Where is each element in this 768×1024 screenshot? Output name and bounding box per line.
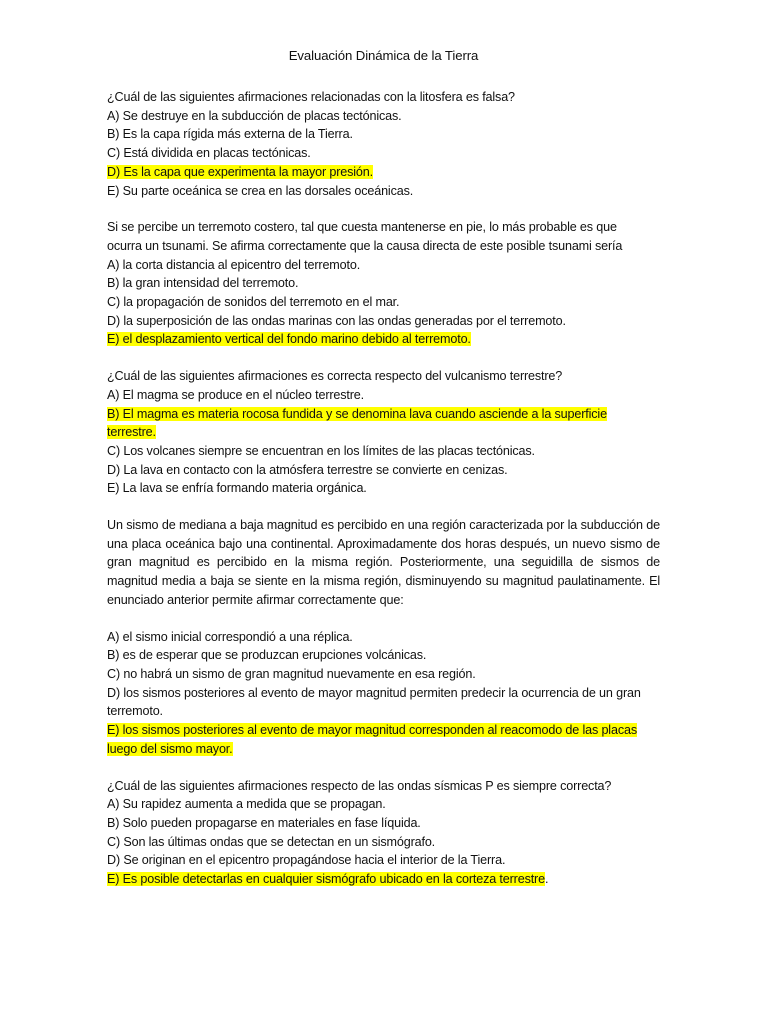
option-b: B) Es la capa rígida más externa de la Tierra. [107, 127, 353, 142]
question-stem-line-1: Si se percibe un terremoto costero, tal que cuesta mantenerse en pie, lo más probable es que [107, 220, 617, 235]
question-4 [107, 516, 660, 758]
option-a: A) el sismo inicial correspondió a una réplica. [107, 629, 353, 644]
question-stem: Un sismo de mediana a baja magnitud es percibido en una región caracterizada por la subducción de una placa oceánica bajo una continental. Aproximadamente dos horas después, un nuevo sismo de gran magnitud es percibido en la misma región. Posteriormente, una seguidilla de sismos de magnitud media a baja se siente en la misma región, disminuyendo su magnitud paulatinamente. El enunciado anterior permite afirmar correctamente que: [107, 518, 660, 607]
question-5 [107, 777, 660, 889]
question-3 [107, 367, 660, 498]
option-e-highlighted: E) los sismos posteriores al evento de mayor magnitud corresponden al reacomodo de las placas luego del sismo mayor. [107, 723, 637, 756]
option-c: C) Los volcanes siempre se encuentran en los límites de las placas tectónicas. [107, 443, 535, 458]
option-d-highlighted: D) Es la capa que experimenta la mayor presión. [107, 164, 373, 179]
option-c: C) la propagación de sonidos del terremoto en el mar. [107, 295, 400, 310]
option-d: D) la superposición de las ondas marinas con las ondas generadas por el terremoto. [107, 313, 566, 328]
option-d: D) La lava en contacto con la atmósfera terrestre se convierte en cenizas. [107, 462, 508, 477]
question-stem: ¿Cuál de las siguientes afirmaciones relacionadas con la litosfera es falsa? [107, 90, 515, 104]
question-stem: ¿Cuál de las siguientes afirmaciones respecto de las ondas sísmicas P es siempre correcta? [107, 778, 612, 793]
option-e-trailing-period: . [544, 872, 549, 887]
option-c: C) Son las últimas ondas que se detectan en un sismógrafo. [107, 834, 436, 849]
option-e-highlighted: E) Es posible detectarlas en cualquier sismógrafo ubicado en la corteza terrestre [107, 872, 545, 887]
option-a: A) Se destruye en la subducción de placas tectónicas. [107, 108, 402, 123]
question-stem-line-2: ocurra un tsunami. Se afirma correctamente que la causa directa de este posible tsunami sería [107, 238, 623, 253]
option-e: E) Su parte oceánica se crea en las dorsales oceánicas. [107, 183, 414, 198]
document-title: Evaluación Dinámica de la Tierra [288, 48, 479, 63]
question-1 [107, 88, 660, 200]
question-stem: ¿Cuál de las siguientes afirmaciones es correcta respecto del vulcanismo terrestre? [107, 369, 563, 384]
option-a: A) Su rapidez aumenta a medida que se propagan. [107, 797, 386, 812]
option-d: D) Se originan en el epicentro propagándose hacia el interior de la Tierra. [107, 853, 506, 868]
option-c: C) no habrá un sismo de gran magnitud nuevamente en esa región. [107, 666, 476, 681]
option-b: B) es de esperar que se produzcan erupciones volcánicas. [107, 648, 427, 663]
option-b-highlighted: B) El magma es materia rocosa fundida y se denomina lava cuando asciende a la superficie terrestre. [107, 406, 607, 440]
option-b: B) Solo pueden propagarse en materiales en fase líquida. [107, 815, 421, 830]
option-e: E) La lava se enfría formando materia orgánica. [107, 481, 367, 496]
option-b: B) la gran intensidad del terremoto. [107, 276, 299, 291]
option-d: D) los sismos posteriores al evento de mayor magnitud permiten predecir la ocurrencia de un gran terremoto. [107, 685, 641, 719]
option-c: C) Está dividida en placas tectónicas. [107, 146, 311, 161]
option-e-highlighted: E) el desplazamiento vertical del fondo marino debido al terremoto. [107, 332, 471, 347]
option-a: A) El magma se produce en el núcleo terrestre. [107, 387, 364, 402]
question-2 [107, 218, 660, 349]
option-a: A) la corta distancia al epicentro del terremoto. [107, 257, 361, 272]
